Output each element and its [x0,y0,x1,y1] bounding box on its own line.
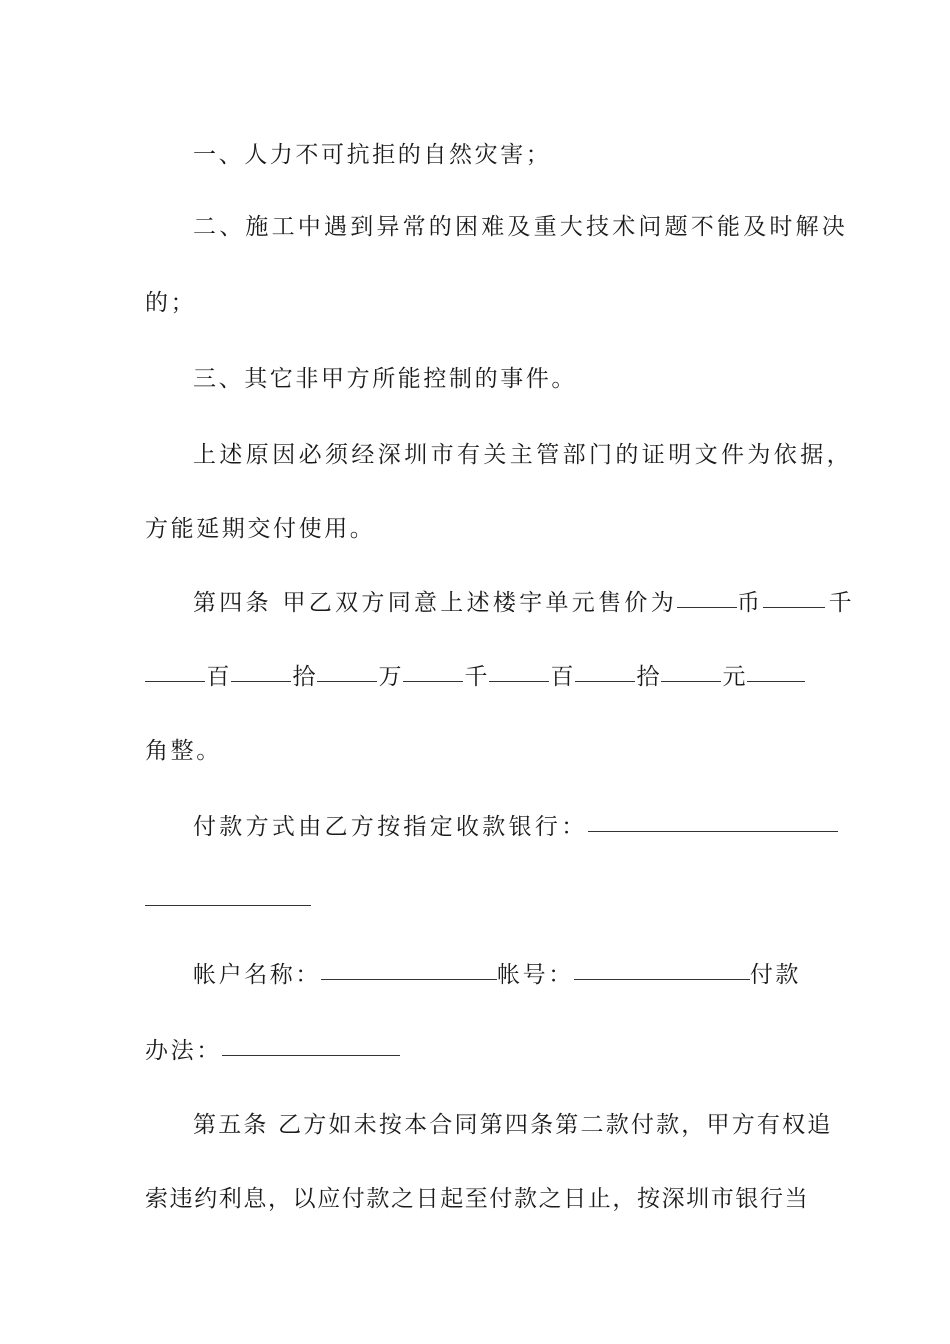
clause-item-2-text: 二、施工中遇到异常的困难及重大技术问题不能及时解决 [193,214,848,240]
price-blank[interactable] [145,680,205,682]
price-blank[interactable] [489,680,549,682]
price-unit-label: 千 [828,590,855,616]
article-5-text: 第五条 乙方如未按本合同第四条第二款付款，甲方有权追 [193,1112,833,1138]
price-unit-label: 千 [464,664,488,690]
article-4-price-units-line [145,662,805,692]
price-unit-label: 拾 [292,664,316,690]
price-blank[interactable] [403,680,463,682]
payment-bank-label: 付款方式由乙方按指定收款银行： [193,814,588,840]
account-name-label: 帐户名称： [193,962,321,988]
payment-method-label-continued: 办法： [145,1038,222,1064]
price-unit-label: 元 [722,664,746,690]
payment-bank-continued [145,886,805,916]
price-unit-label: 万 [378,664,402,690]
price-currency-label: 币 [737,590,763,616]
article-4-price-end: 角整。 [145,738,222,764]
price-unit-label: 百 [206,664,230,690]
payment-bank-line [193,812,805,842]
price-unit-label: 拾 [636,664,660,690]
price-blank[interactable] [317,680,377,682]
paragraph-evidence [193,440,853,470]
article-5-text-continued: 索违约利息，以应付款之日起至付款之日止，按深圳市银行当 [145,1186,810,1212]
price-unit-label: 百 [550,664,574,690]
paragraph-evidence-text: 上述原因必须经深圳市有关主管部门的证明文件为依据， [193,442,853,468]
article-5-line-1 [193,1110,833,1140]
bank-name-blank[interactable] [588,830,838,832]
paragraph-evidence-continued: 方能延期交付使用。 [145,516,376,542]
clause-item-2 [193,212,848,242]
price-blank[interactable] [763,606,825,608]
price-blank[interactable] [575,680,635,682]
clause-item-3: 三、其它非甲方所能控制的事件。 [193,366,577,392]
bank-name-blank-continued[interactable] [145,904,311,906]
account-name-blank[interactable] [321,978,497,980]
account-number-blank[interactable] [574,978,750,980]
account-line [193,960,805,990]
payment-method-line [145,1036,805,1066]
price-blank[interactable] [747,680,805,682]
account-number-label: 帐号： [497,962,574,988]
clause-item-1: 一、人力不可抗拒的自然灾害； [193,142,552,168]
payment-method-blank[interactable] [222,1054,400,1056]
payment-method-label: 付款 [749,962,802,988]
article-5-line-2 [145,1184,810,1214]
price-blank[interactable] [231,680,291,682]
clause-item-2-continued: 的； [145,290,197,316]
price-blank[interactable] [677,606,737,608]
article-4-text: 第四条 甲乙双方同意上述楼宇单元售价为 [193,590,678,616]
price-blank[interactable] [661,680,721,682]
article-4-price-line [193,588,855,618]
